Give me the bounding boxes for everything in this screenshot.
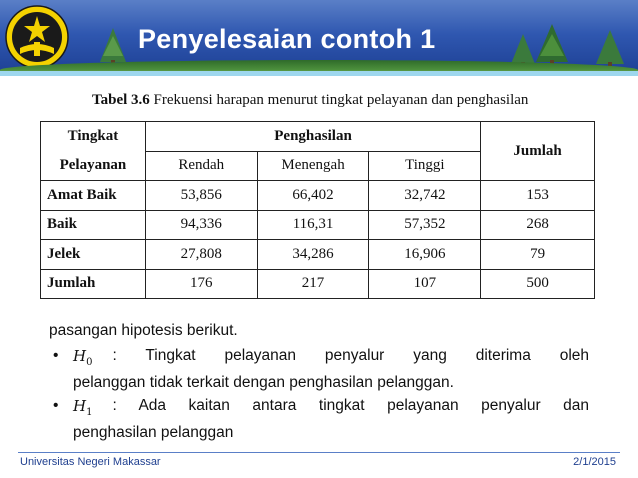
cell: 107 (369, 269, 481, 299)
hypothesis-h1 (49, 396, 589, 443)
intro-text: pasangan hipotesis berikut. (49, 322, 238, 339)
bullet-dot-icon: • (53, 347, 59, 364)
hypothesis-list (49, 346, 589, 446)
university-logo-icon (4, 4, 70, 70)
footer-divider (18, 452, 620, 453)
cell: 16,906 (369, 240, 481, 270)
h1-symbol: $H_1$ (73, 397, 93, 418)
table-row (41, 210, 595, 240)
table-row (41, 240, 595, 270)
subheader-low: Rendah (145, 151, 257, 181)
subheader-high: Tinggi (369, 151, 481, 181)
header-banner (0, 0, 638, 76)
footer-date: 2/1/2015 (573, 456, 616, 468)
header-total: Jumlah (481, 122, 595, 181)
table-caption-number: Tabel 3.6 (92, 92, 150, 108)
table-caption (92, 92, 528, 109)
cell: 27,808 (145, 240, 257, 270)
table-row (41, 269, 595, 299)
table-header-row (41, 122, 595, 152)
row-label: Jumlah (41, 269, 146, 299)
bullet-dot-icon: • (53, 397, 59, 414)
footer-institution: Universitas Negeri Makassar (20, 456, 161, 468)
cell: 34,286 (257, 240, 369, 270)
cell: 116,31 (257, 210, 369, 240)
header-level (41, 122, 146, 152)
h0-symbol: $H_0$ (73, 347, 93, 368)
slide-title: Penyelesaian contoh 1 (138, 24, 436, 54)
header-income: Penghasilan (145, 122, 480, 152)
cell-total: 153 (481, 181, 595, 211)
cell: 53,856 (145, 181, 257, 211)
cell-total: 268 (481, 210, 595, 240)
cell: 176 (145, 269, 257, 299)
row-label: Amat Baik (41, 181, 146, 211)
cell: 94,336 (145, 210, 257, 240)
cell: 66,402 (257, 181, 369, 211)
hypothesis-h0 (49, 346, 589, 393)
cell-total: 500 (481, 269, 595, 299)
expected-frequency-table (40, 121, 595, 299)
header-level-line1: Tingkat (67, 128, 119, 144)
cell: 57,352 (369, 210, 481, 240)
subheader-medium: Menengah (257, 151, 369, 181)
row-label: Baik (41, 210, 146, 240)
h0-text-line2: pelanggan tidak terkait dengan penghasilan pelanggan. (73, 374, 454, 391)
header-level-line2: Pelayanan (41, 151, 146, 181)
cell: 217 (257, 269, 369, 299)
cell: 32,742 (369, 181, 481, 211)
h0-text-line1: : Tingkat pelayanan penyalur yang diterima oleh (112, 347, 589, 364)
row-label: Jelek (41, 240, 146, 270)
table-row (41, 181, 595, 211)
h1-text-line2: penghasilan pelanggan (73, 424, 234, 441)
h1-text-line1: : Ada kaitan antara tingkat pelayanan penyalur dan (112, 397, 589, 414)
table-caption-text: Frekuensi harapan menurut tingkat pelayanan dan penghasilan (149, 92, 529, 108)
header-strip (0, 71, 638, 76)
cell-total: 79 (481, 240, 595, 270)
